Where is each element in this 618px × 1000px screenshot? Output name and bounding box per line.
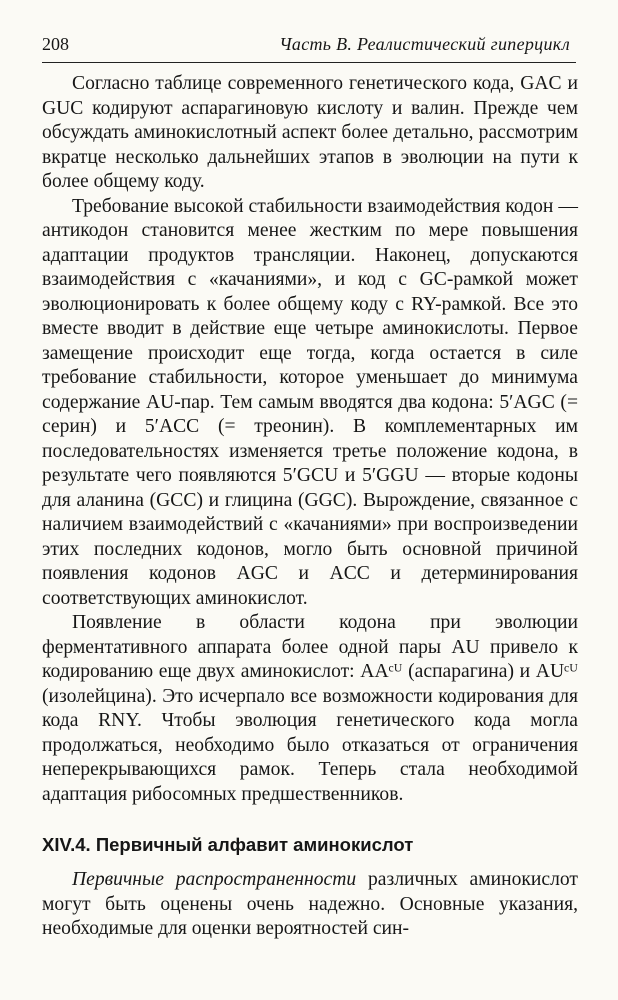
page-number: 208 — [42, 34, 69, 54]
paragraph: Появление в области кодона при эволюции ферментативного аппарата более одной пары AU привело к кодированию еще двух аминокислот: AAᶜᵁ (аспарагина) и AUᶜᵁ (изолейцина). Это исчерпало все возможности кодирования для кода RNY. Чтобы эволюция генетического кода могла продолжаться, необходимо было отказаться от ограничения неперекрывающихся рамок. Теперь стала необходимой адаптация рибосомных предшественников. — [42, 612, 578, 805]
running-title: Часть В. Реалистический гиперцикл — [279, 34, 570, 54]
paragraph: Согласно таблице современного генетического кода, GAC и GUC кодируют аспарагиновую кислоту и валин. Прежде чем обсуждать аминокислотный аспект более детально, рассмотрим вкратце несколько дальнейших этапов в эволюции на пути к более общему коду. — [42, 73, 578, 192]
page-body — [42, 72, 578, 942]
paragraph-text: различных аминокислот могут быть оценены очень надежно. Основные указания, необходимые для оценки вероятностей син- — [42, 869, 578, 939]
section-heading: XIV.4. Первичный алфавит аминокислот — [42, 834, 414, 855]
page-header — [42, 30, 576, 63]
paragraph: Требование высокой стабильности взаимодействия кодон — антикодон становится менее жестким по мере повышения адаптации продуктов трансляции. Наконец, допускаются взаимодействия с «качаниями», и код с GC-рамкой может эволюционировать к более общему коду с RY-рамкой. Все это вместе вводит в действие еще четыре аминокислоты. Первое замещение происходит еще тогда, когда остается в силе требование стабильности, которое уменьшает до минимума содержание AU-пар. Тем самым вводятся два кодона: 5′AGC (= серин) и 5′ACC (= треонин). В комплементарных им последовательностях изменяется третье положение кодона, в результате чего появляются 5′GCU и 5′GGU — вторые кодоны для аланина (GCC) и глицина (GGC). Вырождение, связанное с наличием взаимодействий с «качаниями» при воспроизведении этих последних кодонов, могло быть основной причиной появления кодонов AGC и ACC и детерминирования соответствующих аминокислот. — [42, 195, 578, 609]
italic-term: Первичные распространенности — [72, 869, 357, 890]
paragraph-last — [42, 868, 578, 942]
